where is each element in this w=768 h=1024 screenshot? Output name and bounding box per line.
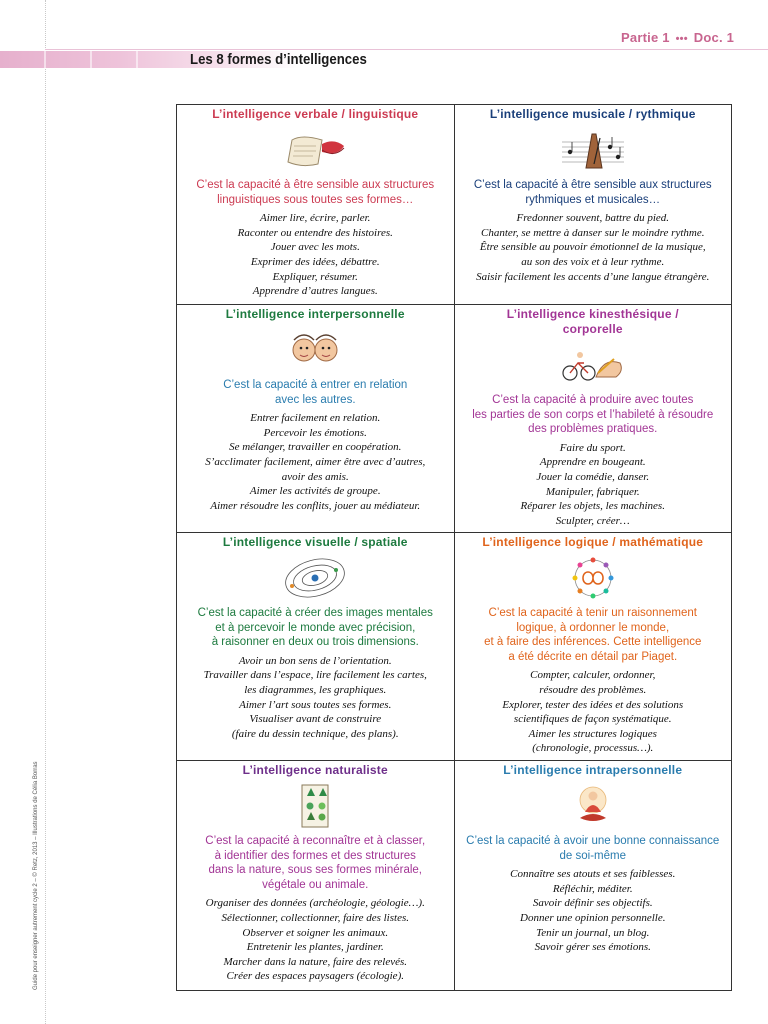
activity-item: Jouer avec les mots. bbox=[270, 241, 360, 254]
part-label: Partie 1 bbox=[621, 30, 670, 45]
activity-item: Observer et soigner les animaux. bbox=[242, 926, 389, 939]
activity-item: Sculpter, créer… bbox=[555, 514, 630, 527]
activity-item: Entrer facilement en relation. bbox=[250, 412, 381, 425]
desc-line: des problèmes pratiques. bbox=[528, 423, 658, 436]
cell-title: L’intelligence verbale / linguistique bbox=[212, 107, 419, 121]
metronome-icon bbox=[558, 128, 628, 172]
cyclist-and-hand-icon bbox=[558, 343, 628, 387]
activity-list bbox=[459, 867, 728, 955]
activity-item: Avoir un bon sens de l’orientation. bbox=[238, 654, 392, 667]
activity-item: (faire du dessin technique, des plans). bbox=[231, 727, 399, 740]
desc-line: et à percevoir le monde avec précision, bbox=[215, 621, 416, 634]
cell-verbale bbox=[177, 105, 455, 305]
activity-item: Organiser des données (archéologie, géologie…). bbox=[205, 897, 425, 910]
activity-item: Travailler dans l’espace, lire facilement les cartes, bbox=[203, 669, 427, 682]
desc-line: C’est la capacité à tenir un raisonnement bbox=[488, 607, 697, 619]
activity-item: Aimer lire, écrire, parler. bbox=[260, 212, 371, 225]
activity-item: Chanter, se mettre à danser sur le moindre rythme. bbox=[481, 226, 705, 239]
activity-item: Exprimer des idées, débattre. bbox=[250, 255, 380, 268]
activity-item: Réparer les objets, les machines. bbox=[520, 500, 665, 513]
desc-line: C’est la capacité à créer des images mentales bbox=[197, 607, 433, 619]
activity-item: Savoir définir ses objectifs. bbox=[532, 897, 653, 910]
activity-item: S’acclimater facilement, aimer être avec d’autres, bbox=[205, 455, 426, 468]
activity-item: Se mélanger, travailler en coopération. bbox=[229, 441, 402, 454]
cell-title bbox=[459, 307, 728, 337]
activity-item: Aimer les activités de groupe. bbox=[249, 485, 381, 498]
title-line: corporelle bbox=[562, 322, 623, 336]
activity-item: Apprendre en bougeant. bbox=[539, 456, 646, 469]
activity-list bbox=[181, 211, 450, 299]
activity-item: Réfléchir, méditer. bbox=[552, 882, 633, 895]
cell-title: L’intelligence interpersonnelle bbox=[225, 307, 405, 321]
activity-list bbox=[459, 441, 728, 529]
desc-line: C’est la capacité à entrer en relation bbox=[223, 379, 408, 391]
cell-title: L’intelligence logique / mathématique bbox=[482, 535, 704, 549]
activity-item: Connaître ses atouts et ses faiblesses. bbox=[510, 868, 676, 881]
desc-line: et à faire des inférences. Cette intelligence bbox=[484, 636, 702, 649]
intelligences-table bbox=[176, 104, 732, 991]
cell-interpersonnelle bbox=[177, 305, 455, 533]
activity-item: Marcher dans la nature, faire des relevés. bbox=[223, 955, 407, 968]
activity-item: Explorer, tester des idées et des solutions bbox=[502, 698, 684, 711]
activity-item: Aimer les structures logiques bbox=[528, 727, 657, 740]
orbits-icon bbox=[280, 556, 350, 600]
activity-item: Jouer la comédie, danser. bbox=[536, 470, 650, 483]
cell-description bbox=[459, 393, 728, 437]
activity-item: Fredonner souvent, battre du pied. bbox=[516, 212, 670, 225]
cell-description bbox=[181, 606, 450, 650]
activity-item: (chronologie, processus…). bbox=[532, 742, 654, 755]
plants-board-icon bbox=[280, 784, 350, 828]
activity-item: Créer des espaces paysagers (écologie). bbox=[226, 970, 404, 983]
margin-dotted-line bbox=[45, 0, 46, 1024]
activity-item: Raconter ou entendre des histoires. bbox=[237, 226, 393, 239]
activity-item: Visualiser avant de construire bbox=[249, 713, 382, 726]
activity-list bbox=[181, 411, 450, 513]
desc-line: dans la nature, sous ses formes minérale, bbox=[208, 864, 422, 877]
desc-line: C’est la capacité à être sensible aux structures bbox=[196, 179, 435, 191]
activity-item: Faire du sport. bbox=[559, 441, 626, 454]
activity-item: Tenir un journal, un blog. bbox=[536, 926, 650, 939]
activity-item: Manipuler, fabriquer. bbox=[545, 485, 640, 498]
header-rule bbox=[45, 49, 768, 50]
cell-visuelle bbox=[177, 533, 455, 761]
cell-naturaliste bbox=[177, 761, 455, 991]
activity-item: Saisir facilement les accents d’une langue étrangère. bbox=[476, 270, 710, 283]
cell-title: L’intelligence musicale / rythmique bbox=[489, 107, 696, 121]
activity-item: scientifiques de façon systématique. bbox=[513, 713, 672, 726]
desc-line: a été décrite en détail par Piaget. bbox=[508, 650, 678, 663]
separator-dots: ••• bbox=[675, 33, 688, 45]
activity-item: Être sensible au pouvoir émotionnel de la musique, bbox=[479, 241, 706, 254]
cell-title: L’intelligence visuelle / spatiale bbox=[222, 535, 408, 549]
two-heads-icon bbox=[280, 328, 350, 372]
cell-description bbox=[181, 178, 450, 207]
activity-item: les diagrammes, les graphiques. bbox=[244, 683, 387, 696]
page-title: Les 8 formes d’intelligences bbox=[190, 51, 367, 68]
desc-line: à identifier des formes et des structures bbox=[214, 849, 416, 862]
activity-item: Donner une opinion personnelle. bbox=[520, 911, 666, 924]
cell-logique bbox=[454, 533, 732, 761]
activity-item: résoudre des problèmes. bbox=[539, 683, 647, 696]
cell-description bbox=[459, 834, 728, 863]
desc-line: de soi-même bbox=[559, 849, 626, 862]
activity-item: Aimer résoudre les conflits, jouer au médiateur. bbox=[210, 499, 421, 512]
cell-description bbox=[181, 834, 450, 892]
activity-item: Apprendre d’autres langues. bbox=[252, 285, 378, 298]
title-line: L’intelligence kinesthésique / bbox=[506, 307, 679, 321]
cell-title: L’intelligence intrapersonnelle bbox=[503, 763, 683, 777]
activity-item: Aimer l’art sous toutes ses formes. bbox=[239, 698, 392, 711]
meditating-figure-icon bbox=[558, 784, 628, 828]
desc-line: les parties de son corps et l’habileté à résoudre bbox=[472, 408, 714, 421]
desc-line: végétale ou animale. bbox=[262, 878, 369, 891]
activity-list bbox=[181, 896, 450, 984]
doc-label: Doc. 1 bbox=[693, 30, 734, 45]
desc-line: avec les autres. bbox=[274, 393, 356, 406]
desc-line: C’est la capacité à reconnaître et à classer, bbox=[205, 835, 426, 847]
activity-item: Sélectionner, collectionner, faire des listes. bbox=[221, 911, 409, 924]
activity-item: au son des voix et à leur rythme. bbox=[521, 255, 665, 268]
activity-item: avoir des amis. bbox=[281, 470, 349, 483]
cell-title: L’intelligence naturaliste bbox=[242, 763, 388, 777]
desc-line: C’est la capacité à être sensible aux structures bbox=[473, 179, 712, 191]
activity-list bbox=[459, 668, 728, 756]
activity-list bbox=[459, 211, 728, 284]
activity-list bbox=[181, 654, 450, 742]
cell-description bbox=[181, 378, 450, 407]
activity-item: Percevoir les émotions. bbox=[263, 426, 367, 439]
desc-line: logique, à ordonner le monde, bbox=[516, 621, 670, 634]
cell-description bbox=[459, 178, 728, 207]
cell-kinesthesique bbox=[454, 305, 732, 533]
infinity-circle-icon bbox=[558, 556, 628, 600]
desc-line: C’est la capacité à produire avec toutes bbox=[492, 394, 694, 406]
activity-item: Entretenir les plantes, jardiner. bbox=[246, 941, 384, 954]
cell-intrapersonnelle bbox=[454, 761, 732, 991]
cell-musicale bbox=[454, 105, 732, 305]
activity-item: Compter, calculer, ordonner, bbox=[530, 669, 656, 682]
activity-item: Savoir gérer ses émotions. bbox=[534, 941, 651, 954]
cell-description bbox=[459, 606, 728, 664]
page-reference bbox=[621, 30, 734, 45]
activity-item: Expliquer, résumer. bbox=[272, 270, 358, 283]
side-credit: Guide pour enseigner autrement cycle 2 – © Retz, 2013 – Illustrations de Célia Borras bbox=[33, 761, 39, 990]
desc-line: linguistiques sous toutes ses formes… bbox=[217, 193, 414, 206]
desc-line: à raisonner en deux ou trois dimensions. bbox=[211, 636, 419, 649]
desc-line: C’est la capacité à avoir une bonne connaissance bbox=[466, 835, 720, 847]
desc-line: rythmiques et musicales… bbox=[525, 193, 661, 206]
scroll-and-lips-icon bbox=[280, 128, 350, 172]
